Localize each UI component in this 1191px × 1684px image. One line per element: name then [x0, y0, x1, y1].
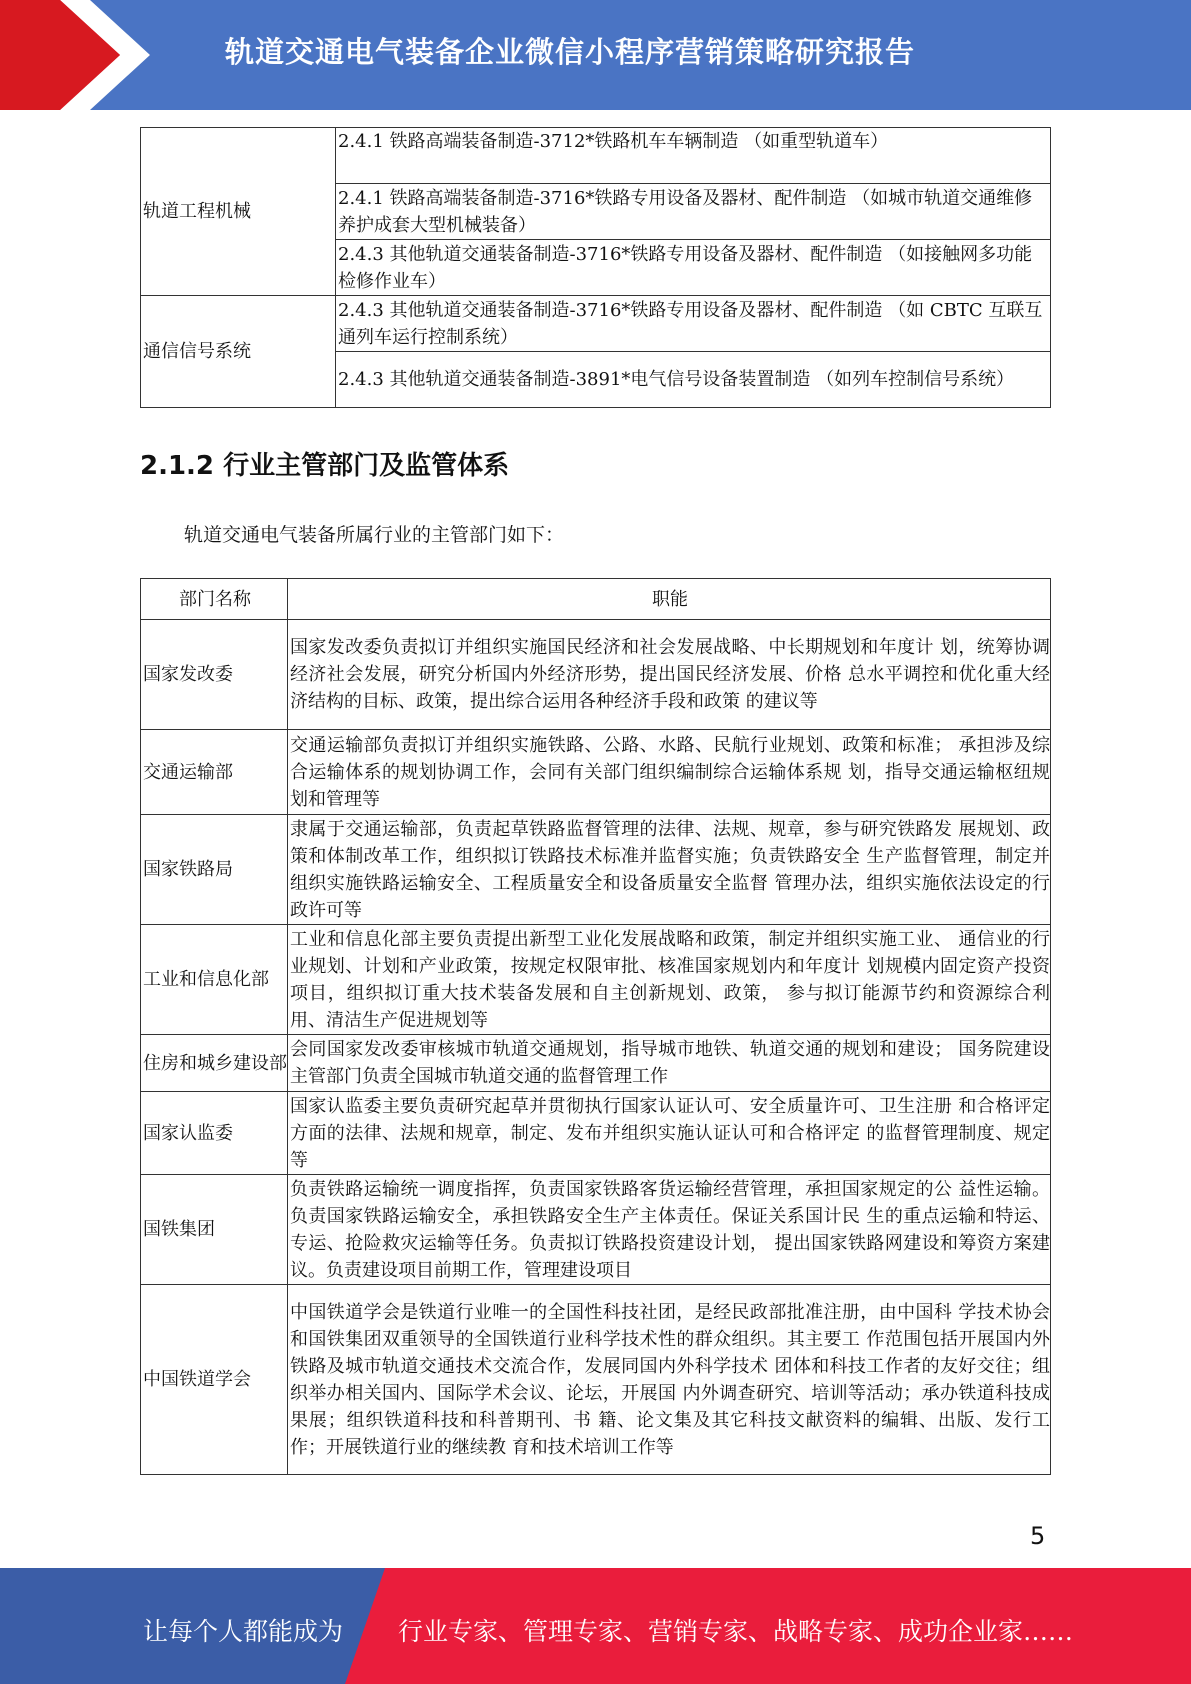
regulatory-departments-table: [140, 578, 1051, 1475]
intro-paragraph: 轨道交通电气装备所属行业的主管部门如下：: [184, 524, 565, 546]
header-red-block: [0, 0, 130, 110]
page-header: [0, 0, 1191, 110]
table-row: [141, 1035, 1051, 1092]
department-duty: 工业和信息化部主要负责提出新型工业化发展战略和政策，制定并组织实施工业、 通信业的行业规划、计划和产业政策，按规定权限审批、核准国家规划内和年度计 划规模内固定资产投资项目，组织拟订重大技术装备发展和自主创新规划、政策， 参与拟订能源节约和资源综合利用、清洁生产促进规划等: [288, 925, 1051, 1035]
header-functions: 职能: [288, 579, 1051, 620]
classification-cell: 2.4.3 其他轨道交通装备制造-3716*铁路专用设备及器材、配件制造 （如接触网多功能检修作业车）: [336, 240, 1051, 296]
department-name: 国家发改委: [141, 620, 288, 730]
industry-classification-table: [140, 127, 1051, 408]
department-name: 国家铁路局: [141, 815, 288, 925]
section-heading: 2.1.2 行业主管部门及监管体系: [140, 451, 510, 481]
classification-cell: 2.4.3 其他轨道交通装备制造-3716*铁路专用设备及器材、配件制造 （如 CBTC 互联互通列车运行控制系统）: [336, 296, 1051, 352]
table-row: [141, 620, 1051, 730]
table-row: [141, 815, 1051, 925]
footer-slogan-right: 行业专家、管理专家、营销专家、战略专家、成功企业家……: [398, 1617, 1074, 1646]
report-title: 轨道交通电气装备企业微信小程序营销策略研究报告: [225, 35, 916, 69]
classification-cell: 2.4.3 其他轨道交通装备制造-3891*电气信号设备装置制造 （如列车控制信号系统）: [336, 352, 1051, 408]
classification-cell: 2.4.1 铁路高端装备制造-3716*铁路专用设备及器材、配件制造 （如城市轨道交通维修养护成套大型机械装备）: [336, 184, 1051, 240]
department-duty: 交通运输部负责拟订并组织实施铁路、公路、水路、民航行业规划、政策和标准； 承担涉及综合运输体系的规划协调工作，会同有关部门组织编制综合运输体系规 划，指导交通运输枢纽规划和管理等: [288, 730, 1051, 815]
department-name: 交通运输部: [141, 730, 288, 815]
department-name: 工业和信息化部: [141, 925, 288, 1035]
table-row: [141, 925, 1051, 1035]
header-department-name: 部门名称: [141, 579, 288, 620]
department-name: 住房和城乡建设部: [141, 1035, 288, 1092]
department-duty: 中国铁道学会是铁道行业唯一的全国性科技社团，是经民政部批准注册，由中国科 学技术协会和国铁集团双重领导的全国铁道行业科学技术性的群众组织。其主要工 作范围包括开展国内外铁路及城市轨道交通技术交流合作，发展同国内外科学技术 团体和科技工作者的友好交往；组织举办相关国内、国际学术会议、论坛，开展国 内外调查研究、培训等活动；承办铁道科技成果展；组织铁道科技和科普期刊、书 籍、论文集及其它科技文献资料的编辑、出版、发行工作；开展铁道行业的继续教 育和技术培训工作等: [288, 1285, 1051, 1475]
department-name: 中国铁道学会: [141, 1285, 288, 1475]
table-row: [141, 1285, 1051, 1475]
classification-cell: 2.4.1 铁路高端装备制造-3712*铁路机车车辆制造 （如重型轨道车）: [336, 128, 1051, 184]
category-cell: 通信信号系统: [141, 296, 336, 408]
department-duty: 负责铁路运输统一调度指挥，负责国家铁路客货运输经营管理，承担国家规定的公 益性运输。负责国家铁路运输安全，承担铁路安全生产主体责任。保证关系国计民 生的重点运输和特运、专运、抢险救灾运输等任务。负责拟订铁路投资建设计划， 提出国家铁路网建设和筹资方案建议。负责建设项目前期工作，管理建设项目: [288, 1175, 1051, 1285]
department-name: 国铁集团: [141, 1175, 288, 1285]
table-row: [141, 296, 1051, 352]
footer-slogan-left: 让每个人都能成为: [143, 1617, 344, 1646]
department-name: 国家认监委: [141, 1092, 288, 1175]
table-row: [141, 1092, 1051, 1175]
table-row: [141, 730, 1051, 815]
page-number: 5: [1030, 1522, 1046, 1550]
department-duty: 国家认监委主要负责研究起草并贯彻执行国家认证认可、安全质量许可、卫生注册 和合格评定方面的法律、法规和规章，制定、发布并组织实施认证认可和合格评定 的监督管理制度、规定等: [288, 1092, 1051, 1175]
department-duty: 隶属于交通运输部，负责起草铁路监督管理的法律、法规、规章，参与研究铁路发 展规划、政策和体制改革工作，组织拟订铁路技术标准并监督实施；负责铁路安全 生产监督管理，制定并组织实施铁路运输安全、工程质量安全和设备质量安全监督 管理办法，组织实施依法设定的行政许可等: [288, 815, 1051, 925]
department-duty: 国家发改委负责拟订并组织实施国民经济和社会发展战略、中长期规划和年度计 划，统筹协调经济社会发展，研究分析国内外经济形势，提出国民经济发展、价格 总水平调控和优化重大经济结构的目标、政策，提出综合运用各种经济手段和政策 的建议等: [288, 620, 1051, 730]
page-footer: [0, 1568, 1191, 1684]
table-row: [141, 128, 1051, 184]
table-header-row: [141, 579, 1051, 620]
table-row: [141, 1175, 1051, 1285]
category-cell: 轨道工程机械: [141, 128, 336, 296]
department-duty: 会同国家发改委审核城市轨道交通规划，指导城市地铁、轨道交通的规划和建设； 国务院建设主管部门负责全国城市轨道交通的监督管理工作: [288, 1035, 1051, 1092]
